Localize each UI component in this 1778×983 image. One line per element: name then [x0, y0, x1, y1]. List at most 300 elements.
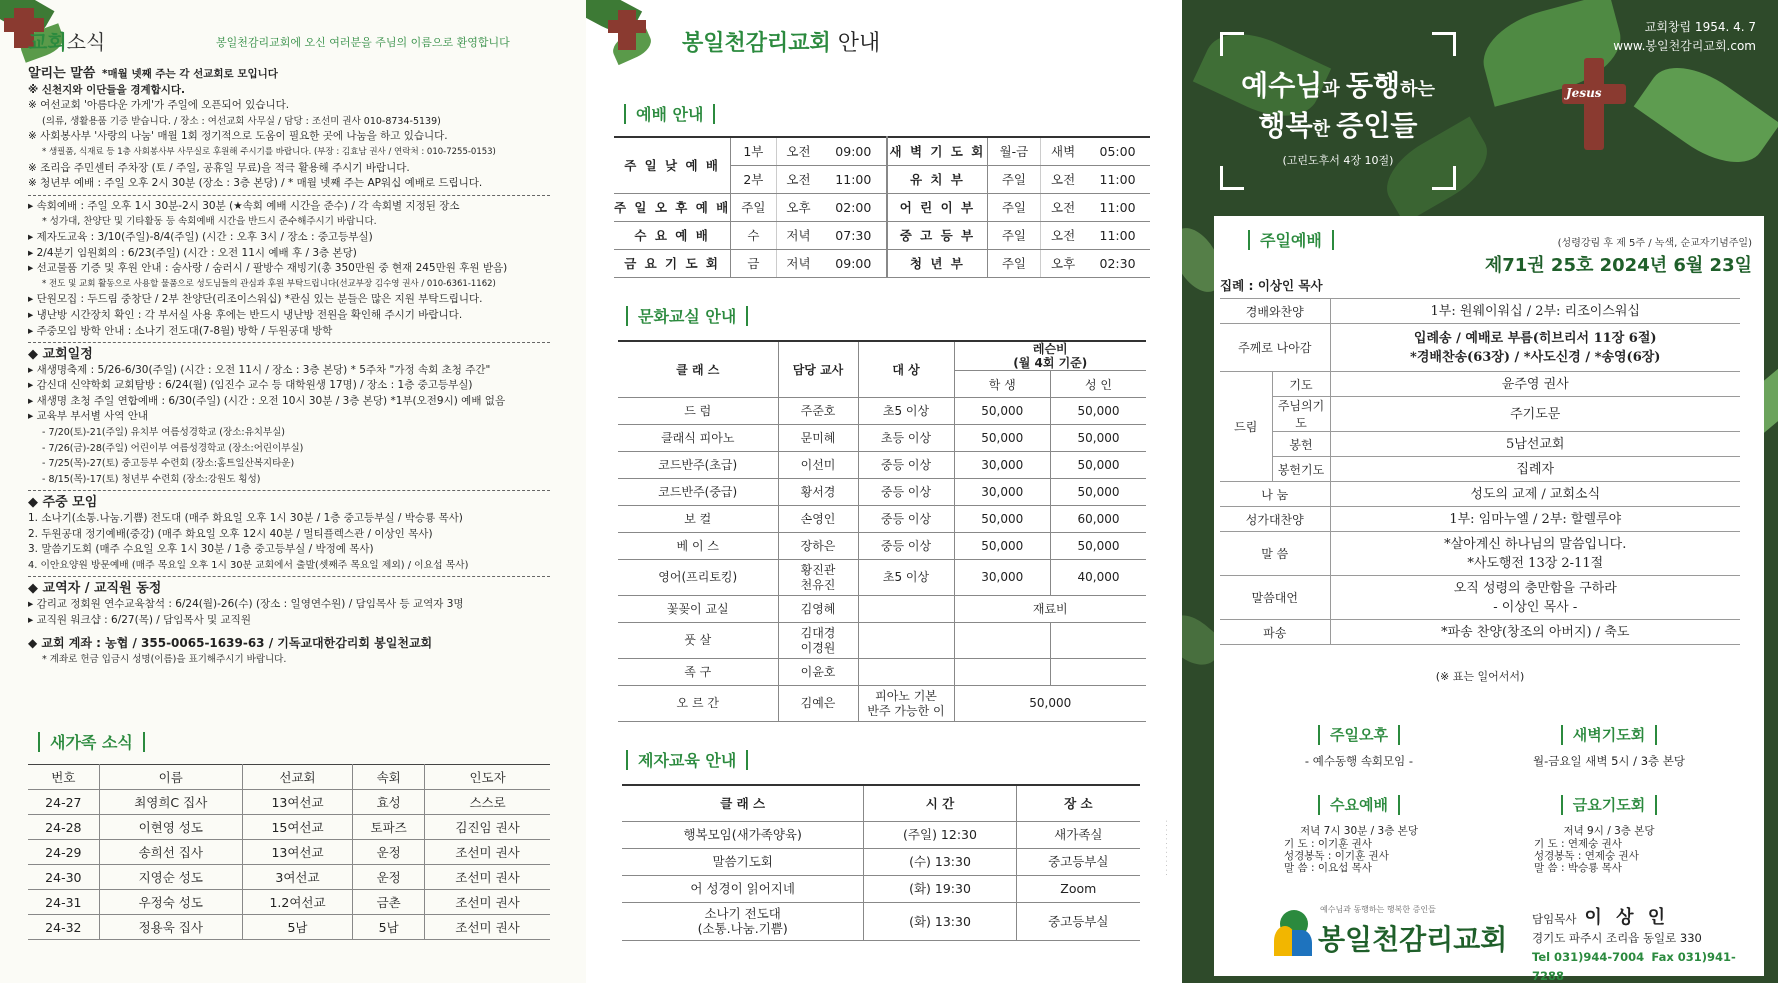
table-cell: 어 성경이 읽어지네	[622, 875, 864, 902]
motto-reference: (고린도후서 4장 10절)	[1282, 154, 1394, 167]
table-row	[618, 659, 1146, 686]
notice-heading: 알리는 말씀	[28, 66, 96, 81]
col-fee: 레슨비 (월 4회 기준)	[954, 341, 1146, 371]
order-label: 성가대찬양	[1220, 507, 1330, 532]
service-box	[1494, 724, 1724, 769]
table-cell: 말씀기도회	[622, 848, 864, 875]
table-row	[622, 821, 1140, 848]
order-value: *살아계신 하나님의 말씀입니다. *사도행전 13장 2-11절	[1330, 532, 1740, 576]
table-cell	[954, 659, 1051, 686]
table-cell: (주일) 12:30	[864, 821, 1016, 848]
table-cell: 13여선교	[242, 790, 352, 815]
motto-part: 한	[1312, 119, 1337, 140]
order-sublabel: 봉헌	[1272, 432, 1330, 457]
table-cell: 중고등부실	[1016, 902, 1140, 940]
discipleship-table	[622, 784, 1140, 941]
table-row	[618, 425, 1146, 452]
table-cell: 5남	[242, 915, 352, 940]
news-body	[28, 66, 550, 667]
phone: Tel 031)944-7004	[1532, 950, 1645, 964]
schedule-item: ▸ 새생명축제 : 5/26-6/30(주일) (시간 : 오전 11시 / 장소 : 3층 본당) * 5주차 "가정 속회 초청 주간"	[28, 363, 491, 376]
table-row	[618, 506, 1146, 533]
motto-part: 증인들	[1336, 109, 1418, 142]
table-cell: 50,000	[1051, 533, 1146, 560]
table-cell: 베 이 스	[618, 533, 778, 560]
divider	[28, 490, 550, 491]
table-cell: 11:00	[820, 165, 887, 193]
notice-item: ※ 신천지와 이단들을 경계합시다.	[28, 83, 186, 96]
order-sublabel: 주님의기도	[1272, 397, 1330, 432]
table-cell: 40,000	[1051, 560, 1146, 596]
schedule-item: ▸ 새생명 초청 주일 연합예배 : 6/30(주일) (시간 : 오전 10시 30분 / 3층 본당) *1부(오전9시) 예배 없음	[28, 394, 506, 407]
table-cell: 주일	[987, 221, 1040, 249]
bullet-item: ▸ 단원모집 : 두드림 중창단 / 2부 찬양단(리조이스워십) *관심 있는 분들은 많은 지원 부탁드립니다.	[28, 293, 483, 306]
table-cell: 꽃꽂이 교실	[618, 596, 778, 623]
table-cell: 지영순 성도	[99, 865, 242, 890]
service-line: 성경봉독 : 이기훈 권사	[1284, 850, 1389, 862]
table-cell: 05:00	[1085, 137, 1150, 165]
table-cell	[1051, 659, 1146, 686]
table-cell: 60,000	[1051, 506, 1146, 533]
table-cell: 새 벽 기 도 회	[887, 137, 987, 165]
table-cell: 유 치 부	[887, 165, 987, 193]
table-cell: Zoom	[1016, 875, 1140, 902]
discipleship-title: 제자교육 안내	[616, 748, 758, 771]
table-cell: (화) 19:30	[864, 875, 1016, 902]
order-sublabel: 기도	[1272, 372, 1330, 397]
account-info: ◆ 교회 계좌 : 농협 / 355-0065-1639-63 / 기독교대한감리회 봉일천교회	[28, 636, 433, 651]
bullet-sub: * 전도 및 교회 활동으로 사용할 물품으로 성도님들의 관심과 후원 부탁드립니다(선교부장 김수영 권사 / 010-6361-1162)	[42, 278, 496, 289]
service-line: 기 도 : 연제숭 권사	[1534, 838, 1622, 850]
table-cell: 50,000	[1051, 398, 1146, 425]
table-cell: 금 요 기 도 회	[614, 249, 731, 277]
worship-table	[614, 136, 1150, 278]
table-cell: 50,000	[1051, 452, 1146, 479]
cross-icon	[608, 20, 646, 33]
table-cell: 오전	[776, 165, 820, 193]
table-cell: 이선미	[778, 452, 858, 479]
table-row	[622, 848, 1140, 875]
motto-box	[1220, 32, 1456, 190]
table-cell: 황서경	[778, 479, 858, 506]
church-guide-panel	[586, 0, 1182, 983]
guide-title	[682, 26, 880, 57]
table-row	[28, 865, 550, 890]
table-cell: 50,000	[1051, 425, 1146, 452]
table-cell	[858, 659, 954, 686]
new-family-col: 이름	[99, 765, 242, 790]
table-row	[1220, 432, 1740, 457]
order-value: 입례송 / 예배로 부름(히브리서 11장 6절) *경배찬송(63장) / *사도신경 / *송영(6장)	[1330, 324, 1740, 372]
table-row	[1220, 532, 1740, 576]
table-cell: 주일	[987, 249, 1040, 277]
table-cell: 영어(프리토킹)	[618, 560, 778, 596]
table-row	[28, 815, 550, 840]
table-cell: 김진임 권사	[425, 815, 550, 840]
table-cell: 드 럼	[618, 398, 778, 425]
table-cell: 이현영 성도	[99, 815, 242, 840]
order-label: 말씀대언	[1220, 576, 1330, 620]
table-cell: 11:00	[1085, 221, 1150, 249]
weekly-heading: ◆ 주중 모임	[28, 495, 98, 511]
culture-class-title: 문화교실 안내	[616, 304, 758, 327]
table-cell: 24-31	[28, 890, 99, 915]
table-cell: 중등 이상	[858, 452, 954, 479]
table-cell: 초등 이상	[858, 425, 954, 452]
table-cell: 오후	[1041, 249, 1085, 277]
service-line: 기 도 : 이기훈 권사	[1284, 838, 1372, 850]
account-note: * 계좌로 헌금 입금시 성명(이름)을 표기해주시기 바랍니다.	[42, 653, 287, 665]
table-cell: 보 컬	[618, 506, 778, 533]
table-cell: 09:00	[820, 249, 887, 277]
est-info	[1613, 18, 1756, 56]
bullet-item: ▸ 제자도교육 : 3/10(주일)-8/4(주일) (시간 : 오후 3시 / 장소 : 중고등부실)	[28, 230, 373, 243]
table-cell: 김영혜	[778, 596, 858, 623]
table-cell: 주일	[987, 193, 1040, 221]
weekly-item: 1. 소나기(소통.나눔.기쁨) 전도대 (매주 화요일 오후 1시 30분 / 1층 중고등부실 / 박승룡 목사)	[28, 512, 463, 525]
motto-part: 예수님	[1241, 69, 1323, 102]
table-row	[1220, 482, 1740, 507]
table-cell: 효성	[353, 790, 425, 815]
print-credit: · · · · · · · · · · · · ·	[1162, 820, 1170, 876]
table-cell: 조선미 권사	[425, 890, 550, 915]
table-cell	[858, 623, 954, 659]
welcome-text: 봉일천감리교회에 오신 여러분을 주님의 이름으로 환영합니다	[216, 36, 510, 49]
table-cell: 13여선교	[242, 840, 352, 865]
issue-meta	[1485, 234, 1752, 277]
news-header	[28, 26, 568, 55]
table-cell: (화) 13:30	[864, 902, 1016, 940]
sunday-worship-title: 주일예배	[1238, 228, 1344, 251]
table-cell: 송희선 집사	[99, 840, 242, 865]
table-cell: 저녁	[776, 221, 820, 249]
notice-item: ※ 여선교회 '아름다운 가게'가 주일에 오픈되어 있습니다.	[28, 99, 290, 112]
address: 경기도 파주시 조리읍 동일로 330	[1532, 931, 1702, 945]
bullet-sub: * 성가대, 찬양단 및 기타활동 등 속회예배 시간을 반드시 준수해주시기 바랍니다.	[42, 216, 377, 228]
order-label: 주께로 나아감	[1220, 324, 1330, 372]
table-row	[1220, 507, 1740, 532]
service-title: 수요예배	[1308, 794, 1410, 815]
table-row	[614, 221, 1150, 249]
table-cell: 족 구	[618, 659, 778, 686]
table-cell: 2부	[731, 165, 776, 193]
table-cell: 행복모임(새가족양육)	[622, 821, 864, 848]
table-row	[1220, 620, 1740, 645]
table-cell: 5남	[353, 915, 425, 940]
guide-title-a: 봉일천감리교회	[682, 31, 831, 56]
table-cell: 초5 이상	[858, 560, 954, 596]
table-cell: 장하은	[778, 533, 858, 560]
cover-panel	[1182, 0, 1778, 983]
col-teacher: 담당 교사	[778, 341, 858, 398]
website-text: www.봉일천감리교회.com	[1613, 39, 1756, 53]
table-cell: 조선미 권사	[425, 840, 550, 865]
frame-corner	[1432, 166, 1456, 190]
table-cell: 오 르 간	[618, 686, 778, 722]
worship-order-table	[1220, 298, 1740, 645]
weekly-item: 3. 말씀기도회 (매주 수요일 오후 1시 30분 / 1층 중고등부실 / 박정예 목사)	[28, 543, 374, 556]
table-cell: 주 일 오 후 예 배	[614, 193, 731, 221]
service-box	[1494, 794, 1724, 874]
table-cell: 30,000	[954, 479, 1051, 506]
culture-class-table	[618, 340, 1146, 722]
col-student: 학 생	[954, 371, 1051, 398]
table-cell: 24-30	[28, 865, 99, 890]
bullet-item: ▸ 2/4분기 임원회의 : 6/23(주일) (시간 : 오전 11시 예배 후 / 3층 본당)	[28, 246, 357, 259]
bullet-item: ▸ 선교물품 기증 및 후원 안내 : 숨사랑 / 숨러시 / 팔방수 재빙기(총 350만원 중 현재 245만원 후원 받음)	[28, 262, 508, 275]
table-cell: 조선미 권사	[425, 915, 550, 940]
worship-guide-title: 예배 안내	[614, 102, 725, 125]
table-row	[618, 686, 1146, 722]
col-adult: 성 인	[1051, 371, 1146, 398]
table-cell: 오전	[1041, 221, 1085, 249]
new-family-col: 속회	[353, 765, 425, 790]
table-row	[28, 790, 550, 815]
service-title: 새벽기도회	[1551, 724, 1667, 745]
table-cell: 50,000	[954, 686, 1146, 722]
table-row	[618, 479, 1146, 506]
table-cell: 우정숙 성도	[99, 890, 242, 915]
table-cell	[858, 596, 954, 623]
table-cell: 풋 살	[618, 623, 778, 659]
cross-label: Jesus	[1566, 86, 1602, 100]
guide-title-b: 안내	[837, 31, 881, 56]
church-news-panel	[0, 0, 586, 983]
table-cell: 금촌	[353, 890, 425, 915]
table-cell: 운정	[353, 840, 425, 865]
table-cell: 24-32	[28, 915, 99, 940]
table-cell: 50,000	[1051, 479, 1146, 506]
pastor-label: 담임목사	[1532, 912, 1577, 926]
frame-corner	[1220, 166, 1244, 190]
table-cell: 오전	[776, 137, 820, 165]
table-cell: 문미혜	[778, 425, 858, 452]
table-row	[618, 560, 1146, 596]
motto-text	[1220, 68, 1456, 148]
table-cell: 운정	[353, 865, 425, 890]
service-title: 금요기도회	[1551, 794, 1667, 815]
table-cell: 소나기 전도대 (소통.나눔.기쁨)	[622, 902, 864, 940]
service-line: 성경봉독 : 연제숭 권사	[1534, 850, 1639, 862]
table-cell: 재료비	[954, 596, 1146, 623]
frame-corner	[1432, 32, 1456, 56]
service-box	[1244, 794, 1474, 874]
table-cell: 이윤호	[778, 659, 858, 686]
schedule-item: ▸ 감신대 신약학회 교회탐방 : 6/24(월) (임진수 교수 등 대학원생 17명) / 장소 : 1층 중고등부실)	[28, 379, 473, 392]
table-cell: 주일	[731, 193, 776, 221]
table-cell: 07:30	[820, 221, 887, 249]
table-row	[618, 623, 1146, 659]
notice-item: ※ 청년부 예배 : 주일 오후 2시 30분 (장소 : 3층 본당) / * 매월 넷째 주는 AP워십 예배로 드립니다.	[28, 177, 483, 190]
order-value: 집례자	[1330, 457, 1740, 482]
table-cell: 15여선교	[242, 815, 352, 840]
order-value: 오직 성령의 충만함을 구하라 - 이상인 목사 -	[1330, 576, 1740, 620]
order-value: 5남선교회	[1330, 432, 1740, 457]
schedule-sub: - 8/15(목)-17(토) 청년부 수련회 (장소:강원도 횡성)	[42, 473, 261, 485]
table-cell	[954, 623, 1051, 659]
table-row	[622, 875, 1140, 902]
weekly-item: 2. 두원공대 정기예배(중강) (매주 화요일 오후 12시 40분 / 멀티플렉스관 / 이상인 목사)	[28, 527, 433, 540]
divider	[28, 195, 550, 196]
table-cell: 새벽	[1041, 137, 1085, 165]
pastor-item: ▸ 감리교 정회원 연수교육참석 : 6/24(월)-26(수) (장소 : 일영연수원) / 담임목사 등 교역자 3명	[28, 598, 464, 610]
table-cell: 중등 이상	[858, 533, 954, 560]
motto-part: 행복	[1258, 109, 1313, 142]
table-cell: 어 린 이 부	[887, 193, 987, 221]
notice-item: ※ 사회봉사부 '사랑의 나눔' 매월 1회 정기적으로 도움이 필요한 곳에 나눔을 하고 있습니다.	[28, 130, 448, 143]
table-cell: 금	[731, 249, 776, 277]
jesus-cross-icon	[1562, 58, 1626, 150]
table-cell: 30,000	[954, 452, 1051, 479]
col-target: 대 상	[858, 341, 954, 398]
table-cell: 스스로	[425, 790, 550, 815]
logo-name: 봉일천감리교회	[1318, 923, 1508, 956]
edu-col: 장 소	[1016, 785, 1140, 821]
table-cell: 조선미 권사	[425, 865, 550, 890]
table-cell: 김예은	[778, 686, 858, 722]
table-cell: 청 년 부	[887, 249, 987, 277]
table-cell: 주준호	[778, 398, 858, 425]
table-cell: 30,000	[954, 560, 1051, 596]
divider	[28, 576, 550, 577]
table-cell: 새가족실	[1016, 821, 1140, 848]
order-value: *파송 찬양(창조의 아버지) / 축도	[1330, 620, 1740, 645]
order-label: 경배와찬양	[1220, 299, 1330, 324]
table-row	[614, 193, 1150, 221]
table-cell: 50,000	[954, 398, 1051, 425]
order-value: 주기도문	[1330, 397, 1740, 432]
table-row	[28, 915, 550, 940]
table-cell: 50,000	[954, 506, 1051, 533]
table-row	[618, 452, 1146, 479]
service-line: 말 씀 : 이요섭 목사	[1284, 862, 1372, 874]
table-cell: 오전	[1041, 193, 1085, 221]
order-value: 성도의 교제 / 교회소식	[1330, 482, 1740, 507]
news-title-b: 소식	[66, 30, 106, 54]
service-line: 월-금요일 새벽 5시 / 3층 본당	[1532, 754, 1686, 768]
table-row	[618, 596, 1146, 623]
service-line: 저녁 9시 / 3층 본당	[1563, 825, 1655, 837]
table-cell: 오전	[1041, 165, 1085, 193]
sunday-bulletin	[1214, 216, 1764, 983]
table-row	[1220, 324, 1740, 372]
liturgy-note: (성령강림 후 제 5주 / 녹색, 순교자기념주일)	[1557, 238, 1752, 249]
table-row	[622, 902, 1140, 940]
schedule-sub: - 7/26(금)-28(주일) 어린이부 여름성경학교 (장소:어린이부실)	[42, 442, 304, 454]
table-cell: 1.2여선교	[242, 890, 352, 915]
logo-tagline: 예수님과 동행하는 행복한 증인들	[1320, 905, 1436, 914]
order-note: (※ 표는 일어서서)	[1435, 670, 1525, 683]
service-title: 주일오후	[1308, 724, 1410, 745]
service-line: - 예수동행 속회모임 -	[1304, 754, 1414, 768]
new-family-title: 새가족 소식	[28, 730, 155, 753]
edu-col: 클 래 스	[622, 785, 864, 821]
table-row	[1220, 457, 1740, 482]
table-row	[614, 137, 1150, 165]
table-cell: 11:00	[1085, 165, 1150, 193]
schedule-sub: - 7/25(목)-27(토) 중고등부 수련회 (장소:홈트일산복지타운)	[42, 458, 295, 470]
established-date: 교회창립 1954. 4. 7	[1644, 20, 1756, 34]
col-class: 클 래 스	[618, 341, 778, 398]
table-cell: 황진관 천유진	[778, 560, 858, 596]
table-cell: 주일	[987, 165, 1040, 193]
new-family-table	[28, 764, 550, 940]
table-cell: 코드반주(중급)	[618, 479, 778, 506]
order-label: 말 씀	[1220, 532, 1330, 576]
table-cell: 수 요 예 배	[614, 221, 731, 249]
table-row	[614, 249, 1150, 277]
table-cell: 50,000	[954, 533, 1051, 560]
order-label: 파송	[1220, 620, 1330, 645]
schedule-item: ▸ 교육부 부서별 사역 안내	[28, 410, 149, 423]
table-cell: 24-28	[28, 815, 99, 840]
table-cell: 24-27	[28, 790, 99, 815]
notice-item: ※ 조리읍 주민센터 주차장 (토 / 주일, 공휴일 무료)을 적극 활용해 주시기 바랍니다.	[28, 161, 410, 174]
motto-part: 하는	[1400, 79, 1435, 100]
table-cell: 저녁	[776, 249, 820, 277]
table-cell: 11:00	[1085, 193, 1150, 221]
church-logo	[1274, 904, 1508, 964]
notice-heading-note: *매월 넷째 주는 각 선교회로 모입니다	[102, 68, 278, 80]
issue-number: 제71권 25호 2024년 6월 23일	[1484, 255, 1752, 276]
weekly-item: 4. 이안요양원 방문예배 (매주 목요일 오후 1시 30분 교회에서 출발(셋째주 목요일 제외) / 이요섭 목사)	[28, 559, 469, 571]
order-label: 나 눔	[1220, 482, 1330, 507]
table-cell: 02:30	[1085, 249, 1150, 277]
new-family-col: 인도자	[425, 765, 550, 790]
table-cell: (수) 13:30	[864, 848, 1016, 875]
table-cell: 수	[731, 221, 776, 249]
table-row	[618, 533, 1146, 560]
service-box	[1244, 724, 1474, 769]
table-cell: 주 일 낮 예 배	[614, 137, 731, 193]
pastor-info	[1532, 908, 1764, 983]
table-cell: 클래식 피아노	[618, 425, 778, 452]
table-cell: 50,000	[954, 425, 1051, 452]
table-cell: 3여선교	[242, 865, 352, 890]
table-cell: 초5 이상	[858, 398, 954, 425]
table-cell: 중고등부실	[1016, 848, 1140, 875]
fax: Fax 031)941-7288	[1532, 950, 1736, 983]
edu-col: 시 간	[864, 785, 1016, 821]
schedule-heading: ◆ 교회일정	[28, 347, 93, 363]
schedule-sub: - 7/20(토)-21(주일) 유치부 여름성경학교 (장소:유치부실)	[42, 427, 285, 439]
order-value: 1부: 임마누엘 / 2부: 할렐루야	[1330, 507, 1740, 532]
service-line: 말 씀 : 박승룡 목사	[1534, 862, 1622, 874]
divider	[28, 342, 550, 343]
table-row	[1220, 372, 1740, 397]
table-row	[28, 890, 550, 915]
table-cell: 중등 이상	[858, 506, 954, 533]
service-line: 저녁 7시 30분 / 3층 본당	[1300, 825, 1418, 837]
order-label: 드림	[1220, 372, 1272, 482]
table-cell: 최영희C 집사	[99, 790, 242, 815]
table-cell: 중 고 등 부	[887, 221, 987, 249]
table-cell: 코드반주(초급)	[618, 452, 778, 479]
table-row	[1220, 397, 1740, 432]
table-cell: 09:00	[820, 137, 887, 165]
table-cell	[1051, 623, 1146, 659]
new-family-col: 번호	[28, 765, 99, 790]
officiant: 집례 : 이상인 목사	[1220, 278, 1323, 293]
leaf-decoration	[1634, 49, 1778, 181]
bullet-item: ▸ 속회예배 : 주일 오후 1시 30분-2시 30분 (★속회 예배 시간을 준수) / 각 속회별 지정된 장소	[28, 199, 460, 212]
table-row	[28, 840, 550, 865]
table-row	[1220, 576, 1740, 620]
order-sublabel: 봉헌기도	[1272, 457, 1330, 482]
bullet-item: ▸ 주중모임 방학 안내 : 소나기 전도대(7-8월) 방학 / 두원공대 방학	[28, 324, 333, 337]
pastor-item: ▸ 교직원 워크샵 : 6/27(목) / 담임목사 및 교직원	[28, 613, 251, 626]
notice-sub: * 생필품, 식재료 등 1층 사회봉사부 사무실로 후원해 주시기를 바랍니다. (부장 : 김효남 권사 / 연락처 : 010-7255-0153)	[42, 146, 496, 157]
